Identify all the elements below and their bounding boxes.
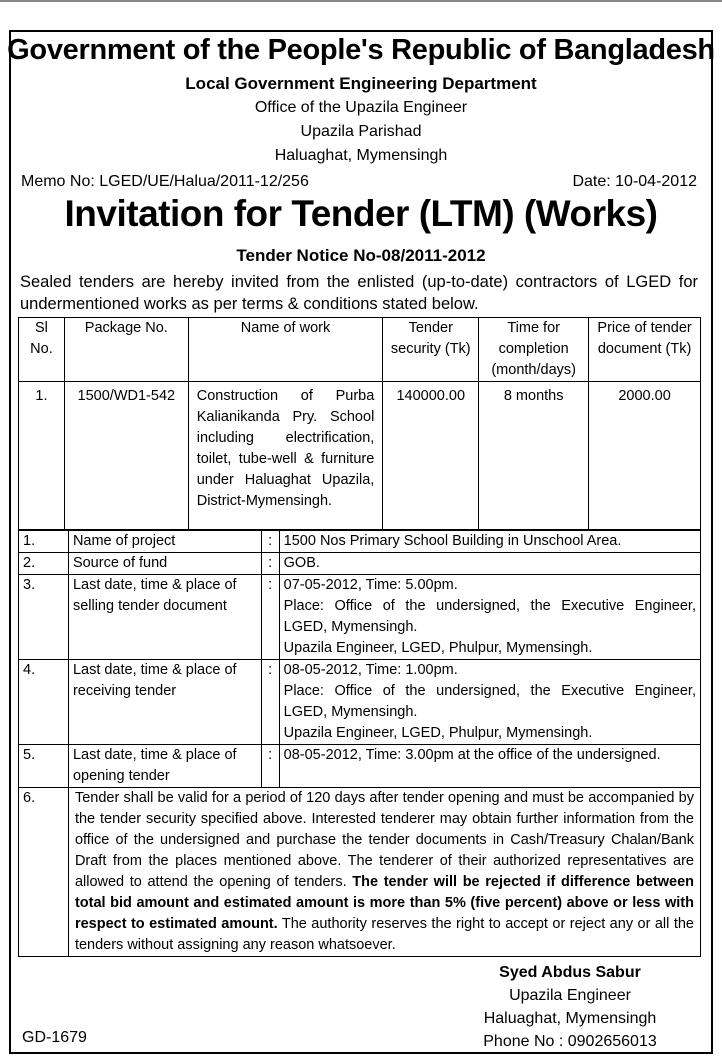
tender-table xyxy=(18,317,701,530)
info-table xyxy=(18,530,701,957)
header-work: Name of work xyxy=(188,318,383,382)
conditions-part2: The authority reserves the right to accept or reject any or all the tenders without assigning any reason whatsoever. xyxy=(74,916,694,953)
tender-table-header xyxy=(19,318,701,382)
department-heading: Local Government Engineering Department xyxy=(185,74,537,93)
selling-place: Place: Office of the undersigned, the Executive Engineer, LGED, Mymensingh. xyxy=(283,598,696,635)
info-no: 1. xyxy=(19,531,69,553)
info-label: Last date, time & place of opening tender xyxy=(68,745,261,788)
cell-price: 2000.00 xyxy=(589,382,701,530)
parishad-line: Upazila Parishad xyxy=(300,123,422,140)
government-heading: Government of the People's Republic of Bangladesh xyxy=(7,34,715,66)
info-sep: : xyxy=(261,575,279,660)
info-row-receiving xyxy=(19,660,701,745)
info-no: 2. xyxy=(19,553,69,575)
info-value xyxy=(279,660,700,745)
signatory-location: Haluaghat, Mymensingh xyxy=(483,1010,657,1027)
info-row-conditions xyxy=(19,788,701,957)
info-value: 08-05-2012, Time: 3.00pm at the office of the undersigned. xyxy=(279,745,700,788)
selling-place-alt: Upazila Engineer, LGED, Phulpur, Mymensingh. xyxy=(283,640,593,656)
info-no: 6. xyxy=(19,788,69,957)
info-row-opening xyxy=(19,745,701,788)
info-sep: : xyxy=(261,745,279,788)
header-price: Price of tender document (Tk) xyxy=(589,318,701,382)
header-sl: Sl No. xyxy=(19,318,65,382)
gd-number: GD-1679 xyxy=(22,1029,87,1046)
info-sep: : xyxy=(261,553,279,575)
info-row-selling xyxy=(19,575,701,660)
signatory-name: Syed Abdus Sabur xyxy=(499,964,641,981)
receiving-place: Place: Office of the undersigned, the Executive Engineer, LGED, Mymensingh. xyxy=(283,683,696,720)
cell-work: Construction of Purba Kalianikanda Pry. School including electrification, toilet, tube-well & furniture under Haluaghat Upazila, District-Mymensingh. xyxy=(188,382,383,530)
info-label: Last date, time & place of selling tender document xyxy=(68,575,261,660)
rejection-clause: The tender will be rejected if difference between total bid amount and estimated amount is more than 5% (five percent) above or less with respect to estimated amount. xyxy=(74,874,694,932)
location-line: Haluaghat, Mymensingh xyxy=(274,147,448,164)
cell-sl: 1. xyxy=(19,382,65,530)
intro-paragraph: Sealed tenders are hereby invited from the enlisted (up-to-date) contractors of LGED for undermentioned works as per terms & conditions stated below. xyxy=(20,273,698,313)
info-sep: : xyxy=(261,660,279,745)
signatory-designation: Upazila Engineer xyxy=(509,987,631,1004)
info-sep: : xyxy=(261,531,279,553)
signatory-phone: Phone No : 0902656013 xyxy=(483,1033,657,1050)
info-no: 3. xyxy=(19,575,69,660)
info-label: Source of fund xyxy=(68,553,261,575)
header-time: Time for completion (month/days) xyxy=(479,318,589,382)
page-title: Invitation for Tender (LTM) (Works) xyxy=(64,193,658,234)
receiving-date: 08-05-2012, Time: 1.00pm. xyxy=(283,662,458,678)
info-row-project xyxy=(19,531,701,553)
cell-time: 8 months xyxy=(479,382,589,530)
conditions-text xyxy=(68,788,700,957)
office-line: Office of the Upazila Engineer xyxy=(254,99,468,116)
info-value xyxy=(279,575,700,660)
cell-package: 1500/WD1-542 xyxy=(64,382,188,530)
tender-notice-number: Tender Notice No-08/2011-2012 xyxy=(236,246,486,265)
header-security: Tender security (Tk) xyxy=(383,318,479,382)
table-row xyxy=(19,382,701,530)
info-row-fund xyxy=(19,553,701,575)
conditions-part1: Tender shall be valid for a period of 120 days after tender opening and must be accompanied by the tender security specified above. Interested tenderer may obtain further information from the office of the undersigned and purchase the tender documents in Cash/Treasury Chalan/Bank Draft from the places mentioned above. The tenderer of their authorized representatives are allowed to attend the opening of tenders. xyxy=(74,790,694,890)
header-package: Package No. xyxy=(64,318,188,382)
receiving-place-alt: Upazila Engineer, LGED, Phulpur, Mymensingh. xyxy=(283,725,593,741)
info-value: 1500 Nos Primary School Building in Unschool Area. xyxy=(279,531,700,553)
info-no: 4. xyxy=(19,660,69,745)
info-value: GOB. xyxy=(279,553,700,575)
info-no: 5. xyxy=(19,745,69,788)
info-label: Name of project xyxy=(68,531,261,553)
notice-date: Date: 10-04-2012 xyxy=(572,173,697,190)
cell-security: 140000.00 xyxy=(383,382,479,530)
top-rule xyxy=(0,0,722,2)
selling-date: 07-05-2012, Time: 5.00pm. xyxy=(283,577,458,593)
memo-number: Memo No: LGED/UE/Halua/2011-12/256 xyxy=(21,173,309,190)
info-label: Last date, time & place of receiving tender xyxy=(68,660,261,745)
